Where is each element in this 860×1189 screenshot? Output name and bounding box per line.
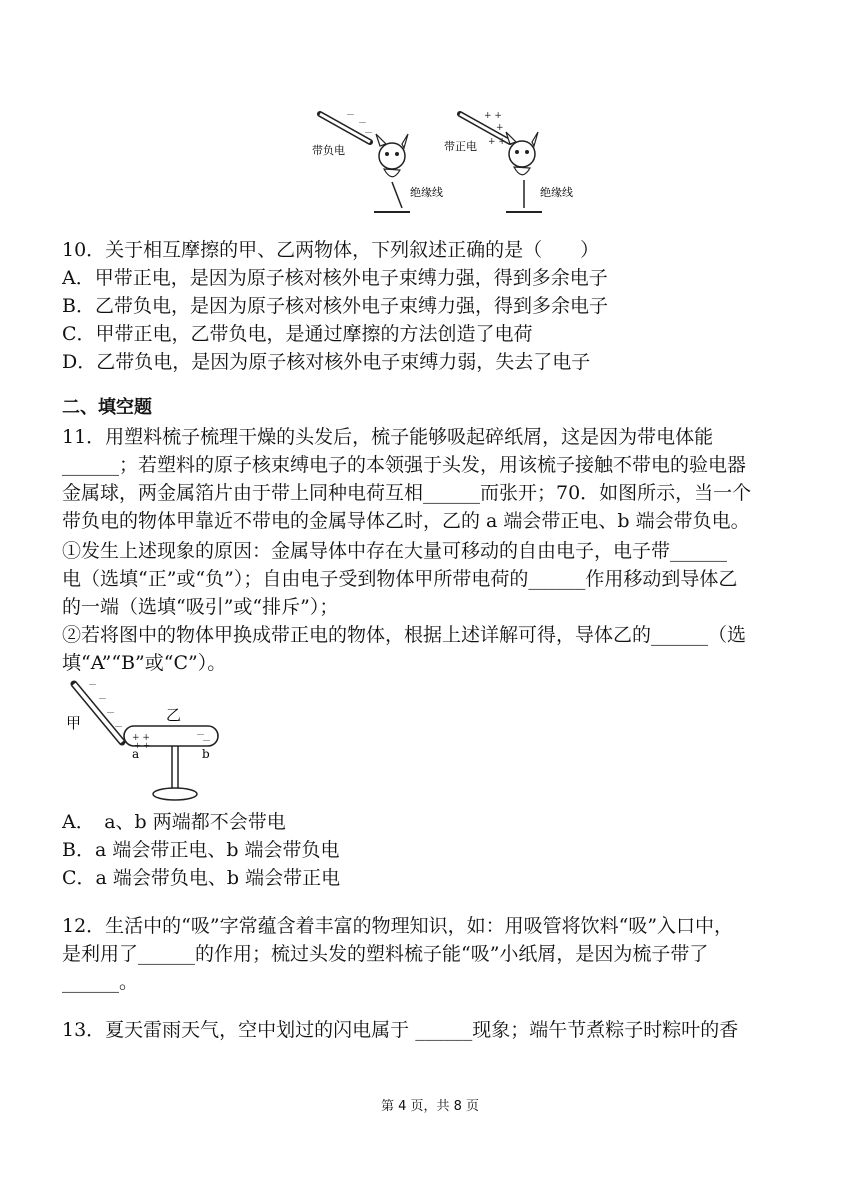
- q11-line-8: ②若将图中的物体甲换成带正电的物体，根据上述详解可得，导体乙的______（选: [62, 624, 747, 646]
- q12-line-1: 12．生活中的“吸”字常蕴含着丰富的物理知识，如：用吸管将饮料“吸”入口中，: [62, 915, 734, 937]
- svg-text:+ +: + +: [484, 111, 502, 121]
- q11-line-6: 电（选填“正”或“负”）；自由电子受到物体甲所带电荷的______作用移动到导体乙: [62, 568, 738, 590]
- svg-text:－: －: [358, 119, 368, 129]
- q11-line-2: ______；若塑料的原子核束缚电子的本领强于头发，用该梳子接触不带电的验电器: [62, 454, 747, 476]
- conductor-diagram: [62, 676, 232, 806]
- q10-option-c: C．甲带正电，乙带负电，是通过摩擦的方法创造了电荷: [62, 323, 533, 345]
- svg-text:－: －: [202, 737, 212, 747]
- conductor-figure: [62, 676, 232, 806]
- insulated-wire-label-left: 绝缘线: [410, 186, 443, 199]
- q10-option-b: B．乙带负电，是因为原子核对核外电子束缚力强，得到多余电子: [62, 295, 608, 317]
- charged-rods-diagram: [300, 104, 600, 220]
- label-b: b: [202, 747, 210, 761]
- svg-text:+ +: + +: [134, 741, 150, 750]
- svg-text:－: －: [364, 129, 374, 139]
- q11-option-b: B．a 端会带正电、b 端会带负电: [62, 839, 340, 861]
- svg-text:－: －: [346, 111, 356, 121]
- page-footer: 第 4 页，共 8 页: [380, 1099, 480, 1114]
- positive-label: 带正电: [444, 140, 477, 153]
- q11-line-4: 带负电的物体甲靠近不带电的金属导体乙时，乙的 a 端会带正电、b 端会带负电。: [62, 510, 750, 532]
- q10-option-a: A．甲带正电，是因为原子核对核外电子束缚力强，得到多余电子: [62, 267, 608, 289]
- q13-line-1: 13．夏天雷雨天气，空中划过的闪电属于 ______现象；端午节煮粽子时粽叶的香: [62, 1019, 739, 1041]
- label-a: a: [132, 747, 140, 761]
- label-yi: 乙: [166, 706, 182, 724]
- q11-line-5: ①发生上述现象的原因：金属导体中存在大量可移动的自由电子，电子带______: [62, 540, 728, 562]
- svg-text:－: －: [106, 709, 116, 719]
- q11-line-7: 的一端（选填“吸引”或“排斥”）；: [62, 596, 339, 618]
- negative-label: 带负电: [312, 144, 345, 157]
- svg-text:+ +: + +: [132, 733, 150, 743]
- svg-text:－: －: [88, 681, 98, 691]
- q11-line-9: 填“A”“B”或“C”）。: [62, 652, 227, 674]
- q10-option-d: D．乙带负电，是因为原子核对核外电子束缚力弱，失去了电子: [62, 351, 591, 373]
- q11-line-3: 金属球，两金属箔片由于带上同种电荷互相______而张开；70．如图所示，当一个: [62, 482, 752, 504]
- label-jia: 甲: [66, 714, 82, 732]
- svg-text:－: －: [196, 731, 206, 741]
- charged-rods-figure: [300, 104, 600, 220]
- q11-line-1: 11．用塑料梳子梳理干燥的头发后，梳子能够吸起碎纸屑，这是因为带电体能: [62, 426, 714, 448]
- q11-option-a: A． a、b 两端都不会带电: [62, 811, 286, 833]
- svg-text:－: －: [98, 695, 108, 705]
- q10-stem: 10．关于相互摩擦的甲、乙两物体，下列叙述正确的是（ ）: [62, 239, 600, 261]
- svg-text:+: +: [496, 123, 504, 133]
- q11-option-c: C．a 端会带负电、b 端会带正电: [62, 867, 341, 889]
- q12-line-2: 是利用了______的作用；梳过头发的塑料梳子能“吸”小纸屑，是因为梳子带了: [62, 943, 709, 965]
- q12-line-3: ______。: [62, 971, 139, 993]
- svg-text:+ +: + +: [488, 137, 506, 147]
- insulated-wire-label-right: 绝缘线: [540, 186, 573, 199]
- section-title: 二、填空题: [62, 397, 152, 418]
- svg-text:－: －: [114, 723, 124, 733]
